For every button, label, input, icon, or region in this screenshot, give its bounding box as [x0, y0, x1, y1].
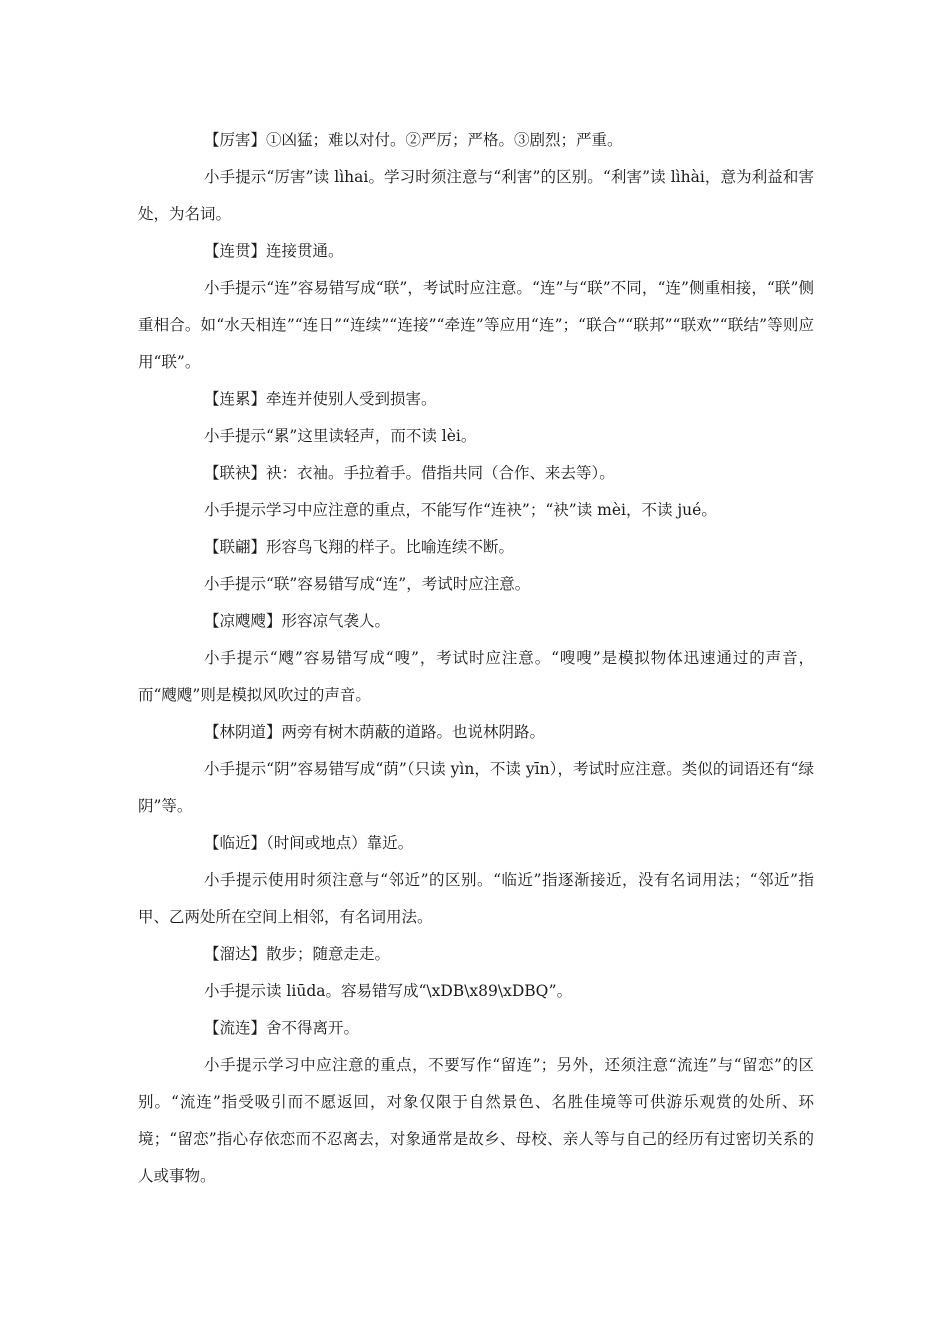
entry-linjin: 【临近】（时间或地点）靠近。: [204, 834, 414, 852]
entry-lihai: 【厉害】①凶猛；难以对付。②严厉；严格。③剧烈；严重。: [204, 131, 623, 149]
entry-linyindao: 【林阴道】两旁有树木荫蔽的道路。也说林阴路。: [204, 723, 546, 741]
tip-lianlei: 小手提示“累”这里读轻声，而不读 lèi。: [204, 427, 477, 445]
document-body: [138, 122, 814, 1195]
tip-lihai: 小手提示“厉害”读 lìhai。学习时须注意与“利害”的区别。“利害”读 lìhài，意为利益和害处，为名词。: [138, 168, 814, 223]
entry-liangua: 【连贯】连接贯通。: [204, 242, 344, 260]
tip-lianpian: 小手提示“联”容易错写成“连”，考试时应注意。: [204, 575, 531, 593]
entry-liuda: 【溜达】散步；随意走走。: [204, 945, 391, 963]
entry-lianpian: 【联翩】形容鸟飞翔的样子。比喻连续不断。: [204, 538, 515, 556]
tip-linjin: 小手提示使用时须注意与“邻近”的区别。“临近”指逐渐接近，没有名词用法；“邻近”指甲、乙两处所在空间上相邻，有名词用法。: [138, 871, 814, 926]
entry-lianlei: 【连累】牵连并使别人受到损害。: [204, 390, 437, 408]
entry-lianmei: 【联袂】袂：衣袖。手拉着手。借指共同（合作、来去等）。: [204, 464, 615, 482]
entry-liulian: 【流连】舍不得离开。: [204, 1019, 360, 1037]
tip-linyindao: 小手提示“阴”容易错写成“荫”（只读 yìn，不读 yīn），考试时应注意。类似的词语还有“绿阴”等。: [138, 760, 814, 815]
tip-liuda: 小手提示读 liūda。容易错写成“\xDB\x89\xDBQ”。: [204, 982, 573, 1000]
entry-liangsousou: 【凉飕飕】形容凉气袭人。: [204, 612, 391, 630]
tip-liangsousou: 小手提示“飕”容易错写成“嗖”，考试时应注意。“嗖嗖”是模拟物体迅速通过的声音，而“飕飕”则是模拟风吹过的声音。: [138, 649, 814, 704]
tip-lianmei: 小手提示学习中应注意的重点，不能写作“连袂”；“袂”读 mèi，不读 jué。: [204, 501, 717, 519]
tip-liangua: 小手提示“连”容易错写成“联”，考试时应注意。“连”与“联”不同，“连”侧重相接，“联”侧重相合。如“水天相连”“连日”“连续”“连接”“牵连”等应用“连”；“联合”“联邦”“联欢”“联结”等则应用“联”。: [138, 279, 814, 371]
tip-liulian: 小手提示学习中应注意的重点，不要写作“留连”；另外，还须注意“流连”与“留恋”的区别。“流连”指受吸引而不愿返回，对象仅限于自然景色、名胜佳境等可供游乐观赏的处所、环境；“留恋”指心存依恋而不忍离去，对象通常是故乡、母校、亲人等与自己的经历有过密切关系的人或事物。: [138, 1056, 814, 1185]
